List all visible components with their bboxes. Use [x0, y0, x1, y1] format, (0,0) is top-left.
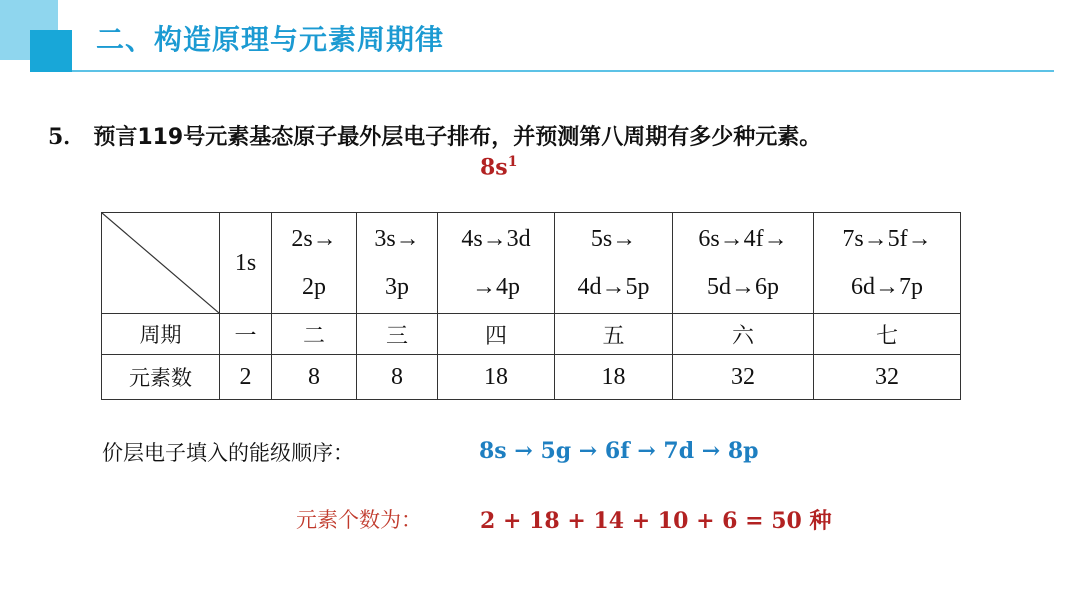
element-count-formula: 2 + 18 + 14 + 10 + 6 = 50 种 [480, 508, 832, 534]
count-cell: 32 [814, 355, 961, 400]
header-cell: 4s→3d →4p [438, 213, 555, 314]
period-row [102, 314, 961, 355]
period-cell: 五 [555, 314, 673, 355]
count-cell: 8 [272, 355, 357, 400]
energy-level-table [101, 212, 961, 400]
element-count-label: 元素个数为： [296, 508, 422, 532]
table-header-row [102, 213, 961, 314]
header-cell: 2s→ 2p [272, 213, 357, 314]
question [48, 120, 821, 151]
header-decoration-accent [30, 30, 72, 72]
period-cell: 一 [220, 314, 272, 355]
question-text: 预言119号元素基态原子最外层电子排布，并预测第八周期有多少种元素。 [93, 125, 822, 150]
count-cell: 18 [555, 355, 673, 400]
period-cell: 四 [438, 314, 555, 355]
page-title: 二、构造原理与元素周期律 [96, 23, 445, 56]
count-cell: 2 [220, 355, 272, 400]
header-cell: 6s→4f→ 5d→6p [673, 213, 814, 314]
period-cell: 二 [272, 314, 357, 355]
question-number: 5． [48, 124, 86, 150]
count-row [102, 355, 961, 400]
row-label-period: 周期 [102, 314, 220, 355]
count-cell: 18 [438, 355, 555, 400]
period-cell: 三 [357, 314, 438, 355]
diagonal-corner-cell [102, 213, 220, 314]
fill-order-label: 价层电子填入的能级顺序： [102, 441, 354, 465]
answer-configuration [480, 154, 517, 180]
fill-order-sequence: 8s → 5g → 6f → 7d → 8p [479, 438, 759, 464]
answer-config-superscript: 1 [507, 154, 518, 170]
count-cell: 32 [673, 355, 814, 400]
answer-config-base: 8s [480, 154, 508, 181]
count-cell: 8 [357, 355, 438, 400]
header-cell: 1s [220, 213, 272, 314]
header-divider [72, 70, 1054, 72]
header-cell: 5s→ 4d→5p [555, 213, 673, 314]
period-cell: 七 [814, 314, 961, 355]
header-cell: 3s→ 3p [357, 213, 438, 314]
row-label-count: 元素数 [102, 355, 220, 400]
diagonal-line [102, 213, 219, 313]
period-cell: 六 [673, 314, 814, 355]
header-cell: 7s→5f→ 6d→7p [814, 213, 961, 314]
